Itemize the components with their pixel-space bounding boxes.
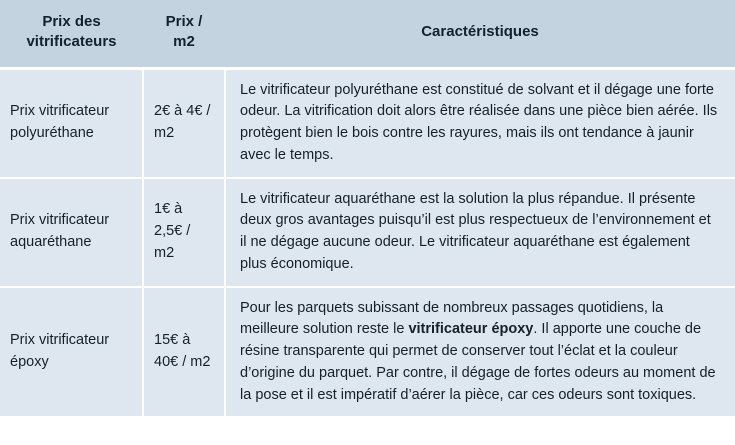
column-header-characteristics: Caractéristiques: [225, 0, 735, 68]
table-row: [0, 68, 735, 178]
cell-product-name: Prix vitrificateur aquaréthane: [0, 178, 143, 287]
desc-text-before: Le vitrificateur polyuréthane est constitué de solvant et il dégage une forte odeur. La vitrification doit alors être réalisée dans une pièce bien aérée. Ils protègent bien le bois contre les rayures, mais ils ont tendance à jaunir avec le temps.: [240, 81, 718, 163]
desc-text-bold: vitrificateur époxy: [408, 321, 534, 338]
table-header: [0, 0, 735, 68]
cell-characteristics: [225, 68, 735, 178]
desc-text-before: Le vitrificateur aquaréthane est la solution la plus répandue. Il présente deux gros avantages puisqu’il est plus respectueux de l’environnement et il ne dégage aucune odeur. Le vitrificateur aquaréthane est également plus économique.: [240, 190, 711, 272]
desc-text-after: . Il apporte une couche de résine transparente qui permet de conserver tout l’éclat et la couleur d’origine du parquet. Par contre, il dégage de fortes odeurs au moment de la pose et il est impératif d’aérer la pièce, car ces odeurs sont toxiques.: [240, 321, 716, 403]
cell-price: 15€ à 40€ / m2: [143, 287, 225, 417]
column-header-name: Prix des vitrificateurs: [0, 0, 143, 68]
desc-text-before: Pour les parquets subissant de nombreux passages quotidiens, la meilleure solution reste le: [240, 299, 664, 338]
table-row: [0, 287, 735, 417]
cell-characteristics: [225, 287, 735, 417]
cell-price: 1€ à 2,5€ / m2: [143, 178, 225, 287]
table-header-row: [0, 0, 735, 68]
cell-product-name: Prix vitrificateur époxy: [0, 287, 143, 417]
cell-characteristics: [225, 178, 735, 287]
column-header-price: Prix / m2: [143, 0, 225, 68]
table-row: [0, 178, 735, 287]
cell-price: 2€ à 4€ / m2: [143, 68, 225, 178]
table-body: [0, 68, 735, 416]
cell-product-name: Prix vitrificateur polyuréthane: [0, 68, 143, 178]
